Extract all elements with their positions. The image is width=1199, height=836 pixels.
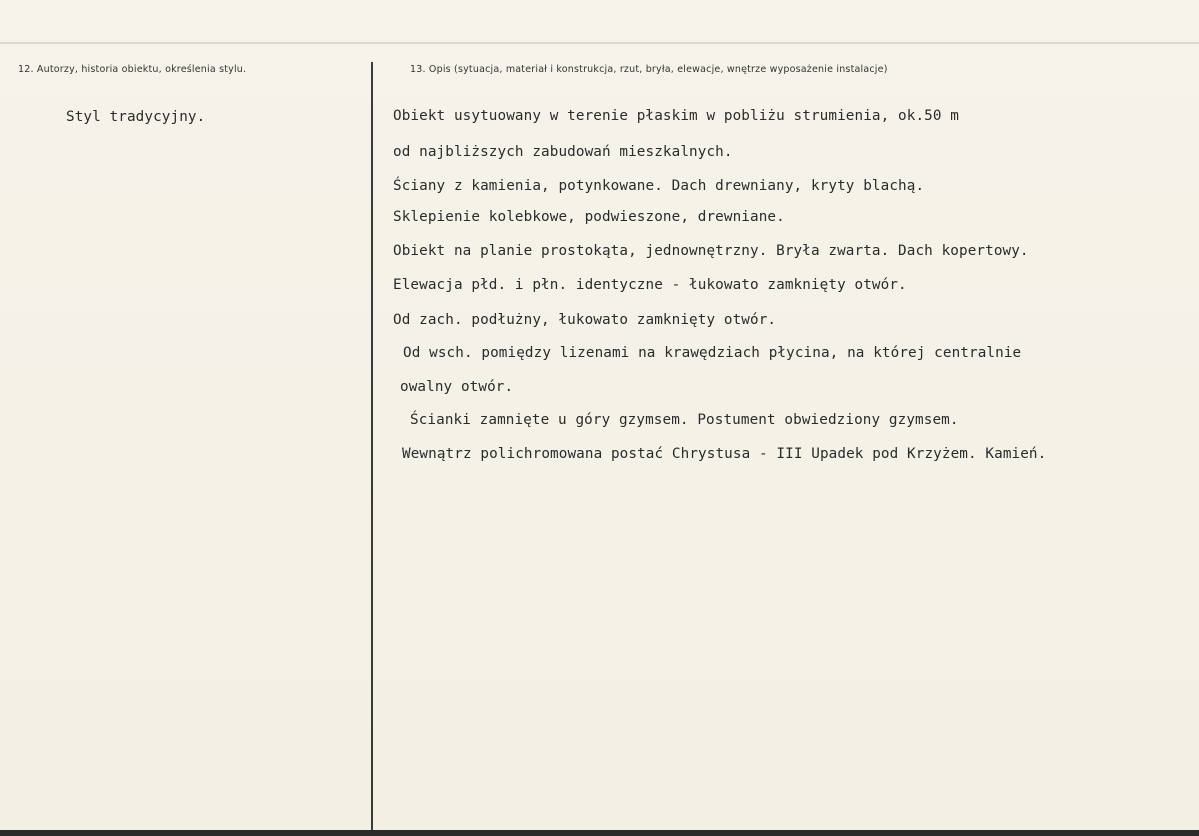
section-12-header: 12. Autorzy, historia obiektu, określenia stylu. bbox=[18, 64, 247, 75]
description-line: Elewacja płd. i płn. identyczne - łukowato zamknięty otwór. bbox=[393, 277, 907, 293]
description-line: Sklepienie kolebkowe, podwieszone, drewniane. bbox=[393, 209, 785, 225]
description-line: Od wsch. pomiędzy lizenami na krawędziach płycina, na której centralnie bbox=[403, 345, 1022, 361]
description-line: Obiekt na planie prostokąta, jednownętrzny. Bryła zwarta. Dach kopertowy. bbox=[393, 243, 1029, 259]
description-line: Od zach. podłużny, łukowato zamknięty otwór. bbox=[393, 312, 777, 328]
top-rule bbox=[0, 42, 1199, 44]
section-13-header: 13. Opis (sytuacja, materiał i konstrukcja, rzut, bryła, elewacje, wnętrze wyposażenie instalacje) bbox=[410, 64, 888, 75]
column-divider bbox=[371, 62, 373, 832]
description-line: Wewnątrz polichromowana postać Chrystusa - III Upadek pod Krzyżem. Kamień. bbox=[402, 446, 1047, 462]
description-line: Obiekt usytuowany w terenie płaskim w pobliżu strumienia, ok.50 m bbox=[393, 108, 959, 124]
description-line: owalny otwór. bbox=[400, 379, 514, 395]
description-line: Ścianki zamnięte u góry gzymsem. Postument obwiedziony gzymsem. bbox=[410, 412, 959, 428]
description-line: od najbliższych zabudowań mieszkalnych. bbox=[393, 144, 733, 160]
description-line: Ściany z kamienia, potynkowane. Dach drewniany, kryty blachą. bbox=[393, 178, 925, 194]
bottom-edge bbox=[0, 830, 1199, 836]
style-description: Styl tradycyjny. bbox=[66, 109, 206, 125]
